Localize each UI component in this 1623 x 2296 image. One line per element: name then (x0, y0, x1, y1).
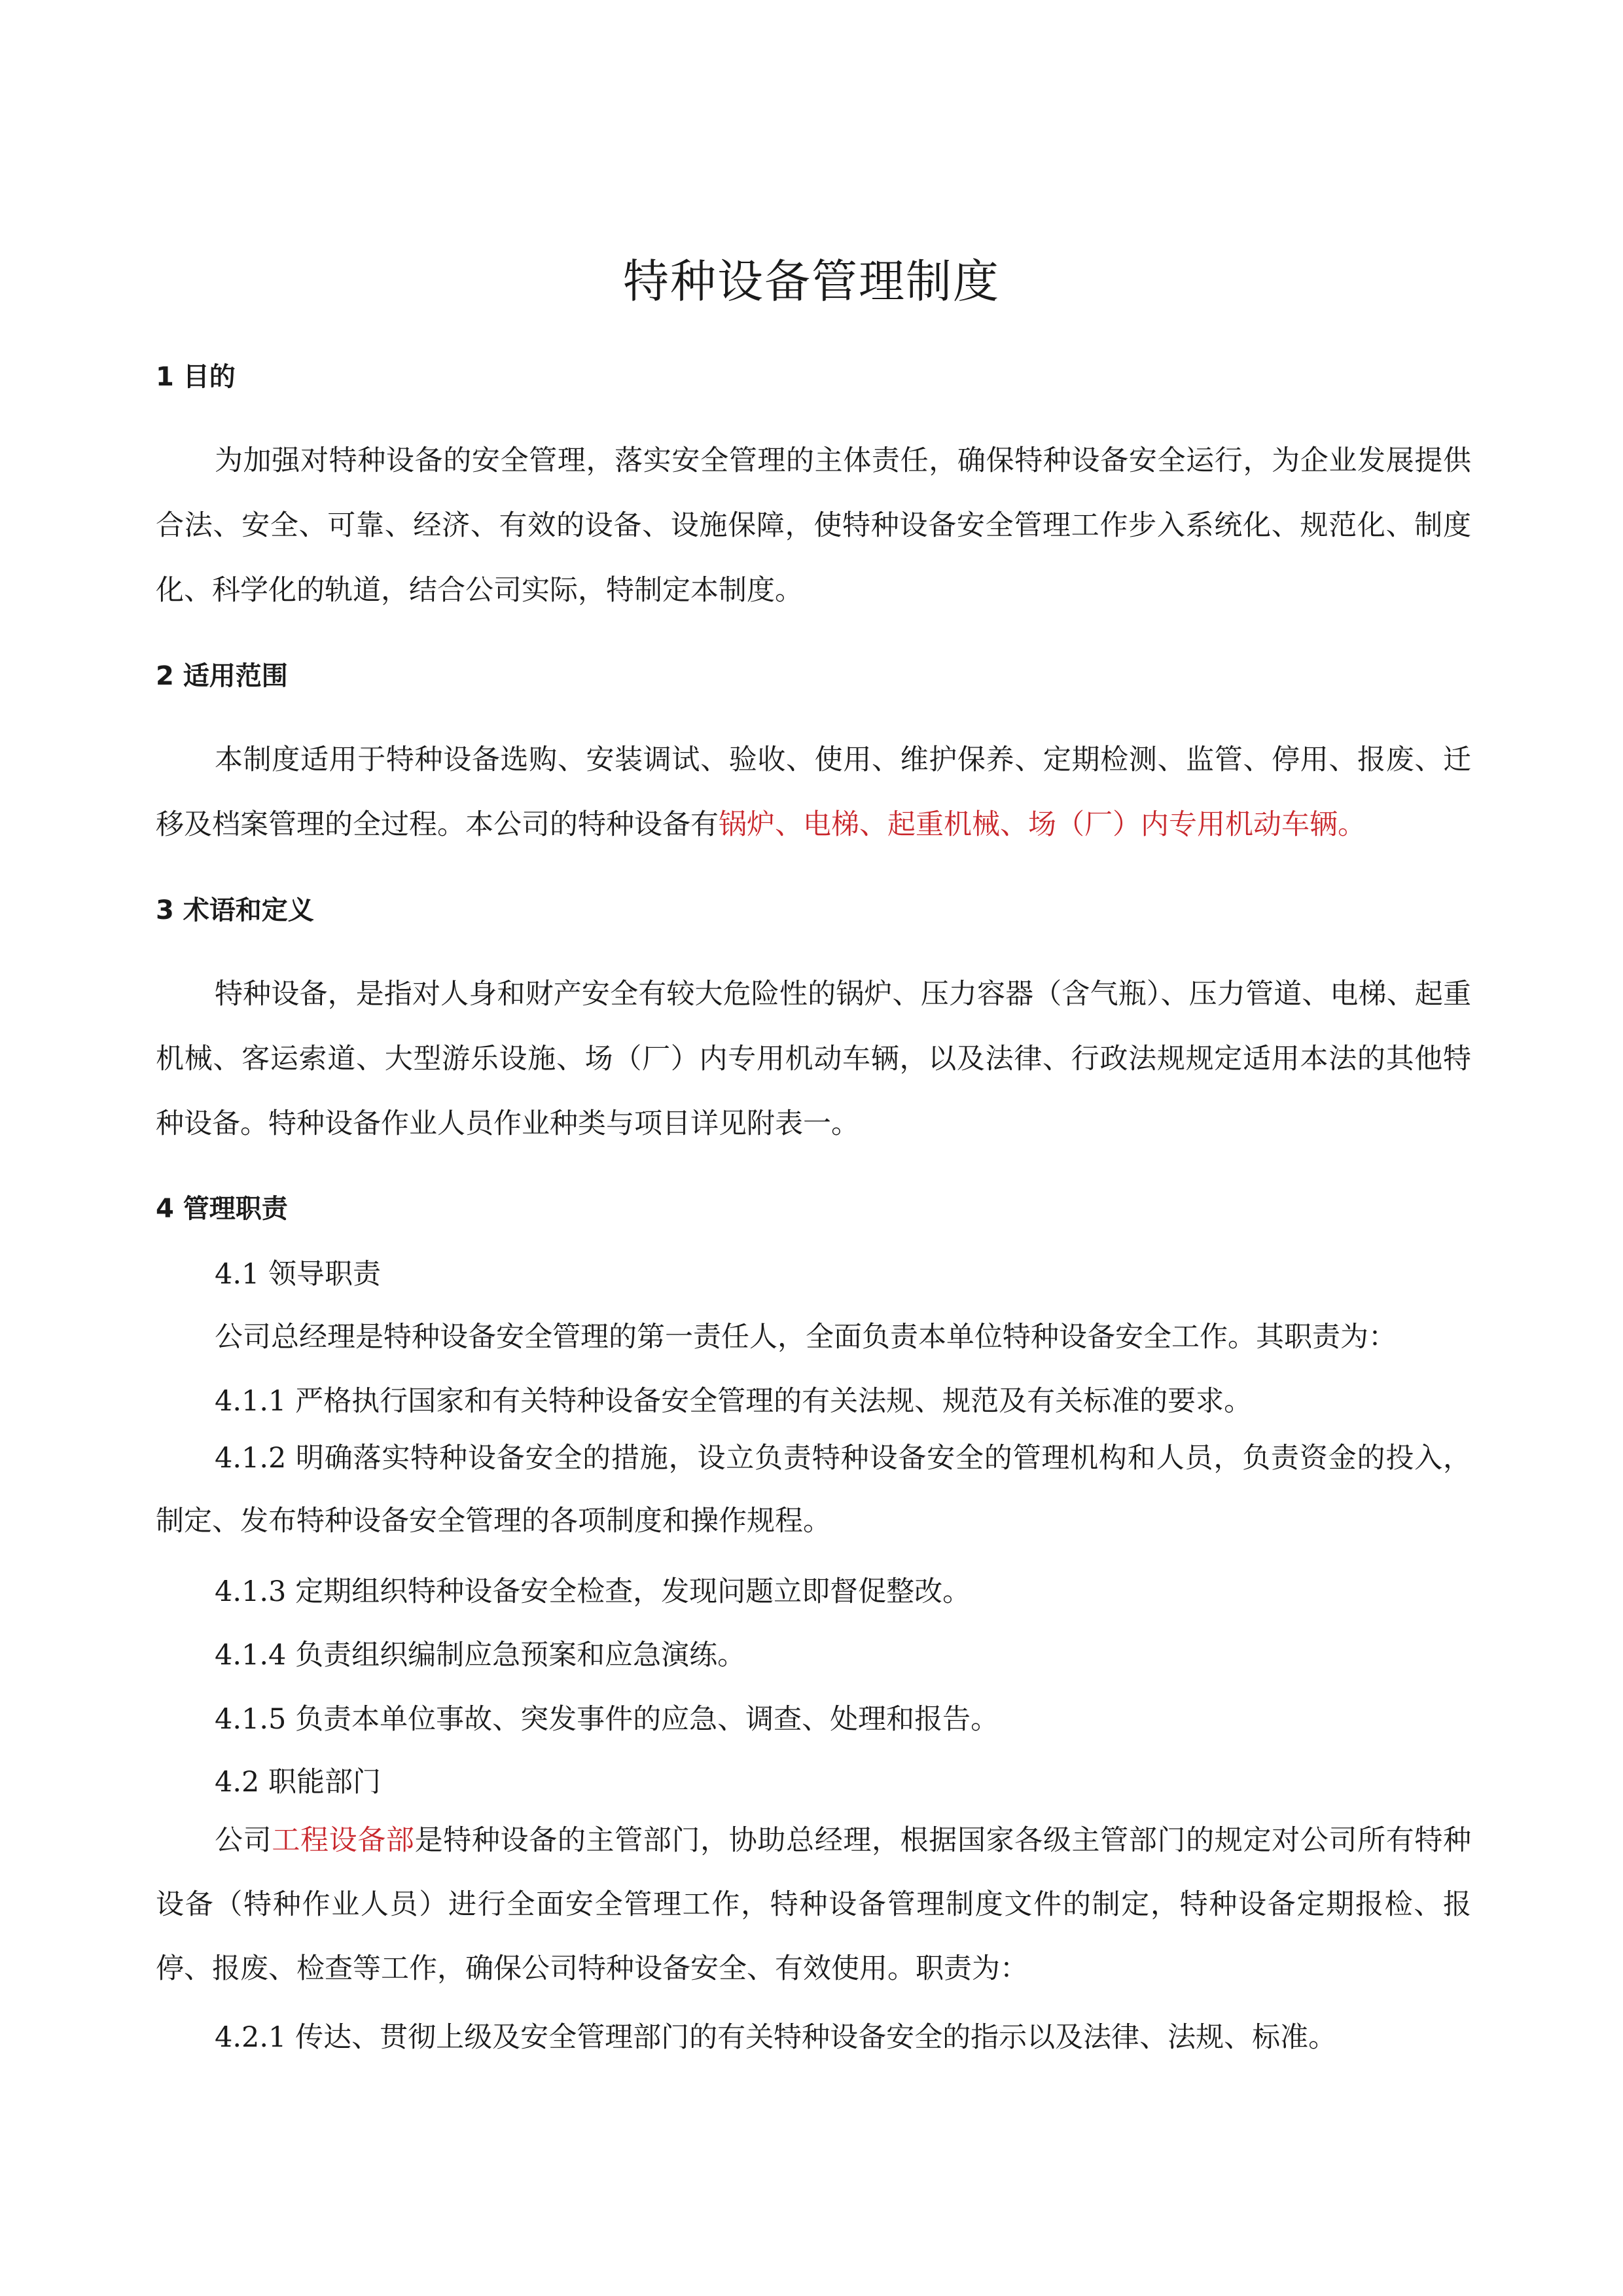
department-name-highlight: 工程设备部 (272, 1824, 415, 1857)
subsection-heading-department: 4.2 职能部门 (215, 1766, 382, 1799)
leadership-item: 4.1.1 严格执行国家和有关特种设备安全管理的有关法规、规范及有关标准的要求。 (215, 1385, 1253, 1418)
leadership-item: 4.1.4 负责组织编制应急预案和应急演练。 (215, 1639, 746, 1672)
scope-paragraph (156, 728, 1471, 857)
leadership-item: 4.1.2 明确落实特种设备安全的措施，设立负责特种设备安全的管理机构和人员，负责资金的投入，制定、发布特种设备安全管理的各项制度和操作规程。 (156, 1442, 1471, 1537)
purpose-paragraph: 为加强对特种设备的安全管理，落实安全管理的主体责任，确保特种设备安全运行，为企业发展提供合法、安全、可靠、经济、有效的设备、设施保障，使特种设备安全管理工作步入系统化、规范化、制度化、科学化的轨道，结合公司实际，特制定本制度。 (156, 444, 1471, 607)
section-heading-purpose: 1 目的 (156, 362, 236, 392)
leadership-item: 4.1.3 定期组织特种设备安全检查，发现问题立即督促整改。 (215, 1575, 971, 1608)
department-intro-suffix: 是特种设备的主管部门，协助总经理，根据国家各级主管部门的规定对公司所有特种设备（特种作业人员）进行全面安全管理工作，特种设备管理制度文件的制定，特种设备定期报检、报停、报废、检查等工作，确保公司特种设备安全、有效使用。职责为： (156, 1824, 1472, 1985)
page-title: 特种设备管理制度 (623, 255, 1000, 308)
leadership-item: 4.1.5 负责本单位事故、突发事件的应急、调查、处理和报告。 (215, 1703, 999, 1736)
terms-paragraph: 特种设备，是指对人身和财产安全有较大危险性的锅炉、压力容器（含气瓶）、压力管道、电梯、起重机械、客运索道、大型游乐设施、场（厂）内专用机动车辆，以及法律、行政法规规定适用本法的其他特种设备。特种设备作业人员作业种类与项目详见附表一。 (156, 978, 1471, 1140)
department-item: 4.2.1 传达、贯彻上级及安全管理部门的有关特种设备安全的指示以及法律、法规、标准。 (215, 2021, 1337, 2054)
scope-paragraph-text: 本制度适用于特种设备选购、安装调试、验收、使用、维护保养、定期检测、监管、停用、报废、迁移及档案管理的全过程。本公司的特种设备有 (156, 744, 1471, 841)
department-intro-prefix: 公司 (215, 1824, 272, 1857)
section-heading-scope: 2 适用范围 (156, 661, 288, 691)
leadership-intro: 公司总经理是特种设备安全管理的第一责任人，全面负责本单位特种设备安全工作。其职责为： (215, 1321, 1397, 1354)
section-heading-duties: 4 管理职责 (156, 1194, 288, 1224)
scope-equipment-highlight: 锅炉、电梯、起重机械、场（厂）内专用机动车辆。 (719, 808, 1366, 841)
department-intro (156, 1808, 1471, 2001)
subsection-heading-leadership: 4.1 领导职责 (215, 1258, 382, 1291)
section-heading-terms: 3 术语和定义 (156, 895, 314, 925)
